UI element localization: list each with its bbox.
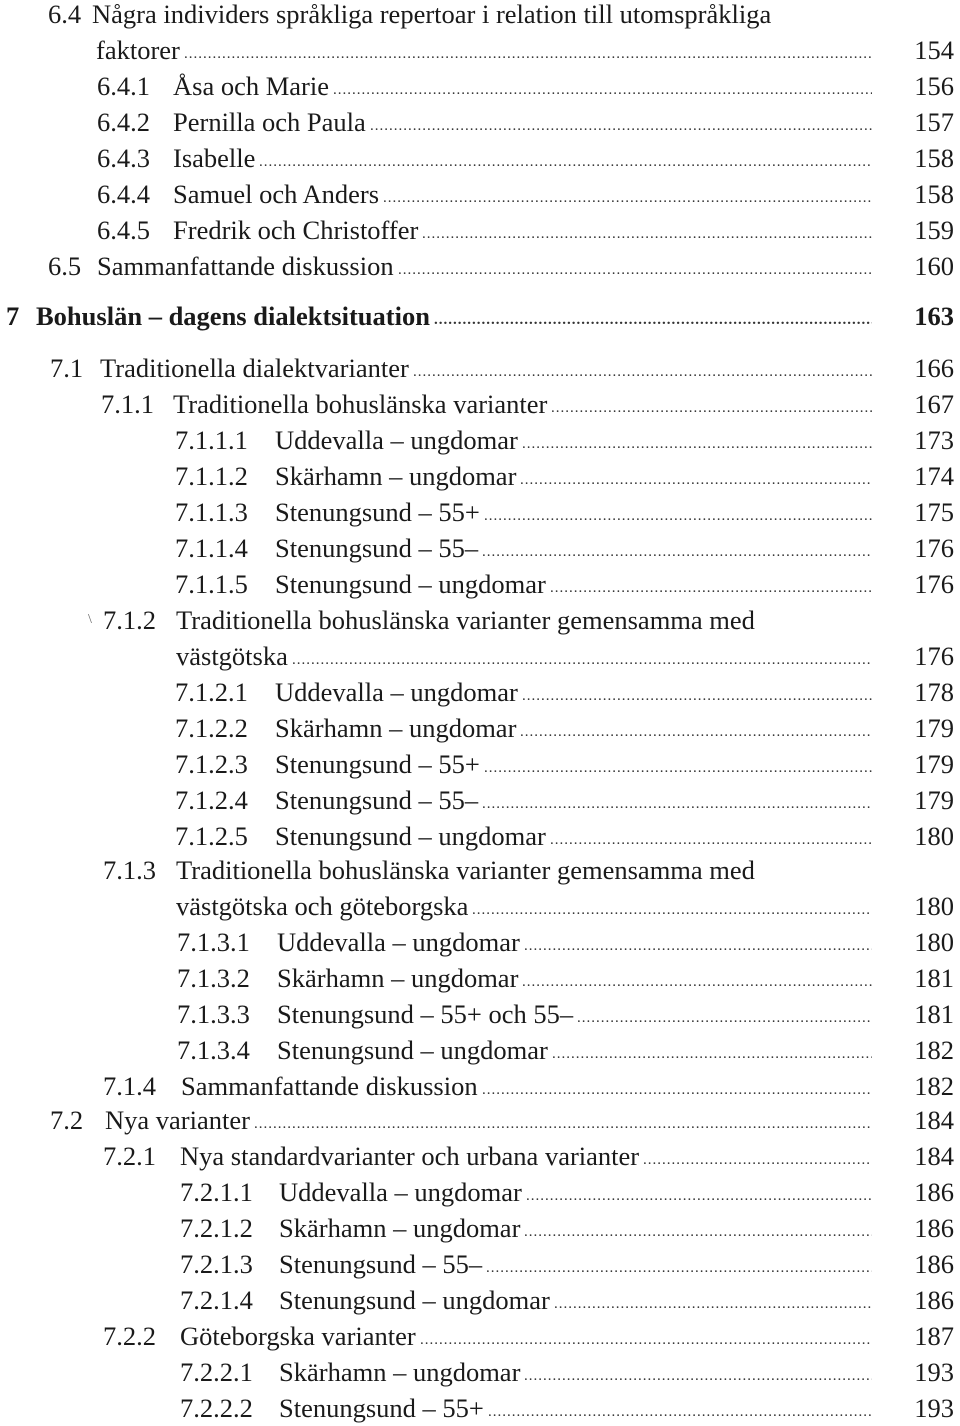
toc-entry-title: Traditionella bohuslänska varianter gemensamma med — [176, 605, 755, 635]
dot-leader — [472, 888, 872, 924]
toc-entry-number: 7.2.2.1 — [180, 1357, 253, 1387]
toc-entry-number: 6.4.1 — [97, 71, 150, 101]
toc-entry-title: Stenungsund – 55– — [275, 533, 479, 563]
toc-entry-title: Samuel och Anders — [173, 179, 380, 209]
toc-entry-number: 7.2.1.3 — [180, 1249, 253, 1279]
dot-leader — [420, 1318, 872, 1354]
dot-leader — [482, 782, 872, 818]
toc-entry — [0, 960, 960, 996]
toc-entry-page: 173 — [914, 425, 954, 455]
toc-entry — [0, 494, 960, 530]
toc-entry — [0, 1210, 960, 1246]
dot-leader — [486, 1246, 872, 1282]
toc-entry-number: 7.1.1.5 — [175, 569, 248, 599]
toc-entry-title: faktorer — [96, 35, 180, 65]
toc-entry-page: 160 — [914, 251, 954, 281]
toc-entry — [0, 638, 960, 674]
toc-entry-page: 193 — [914, 1393, 954, 1423]
toc-entry — [0, 32, 960, 68]
dot-leader — [434, 298, 872, 334]
toc-entry-number: 7.2.1.1 — [180, 1177, 253, 1207]
toc-entry-title: Stenungsund – ungdomar — [275, 821, 546, 851]
dot-leader — [554, 1282, 872, 1318]
dot-leader — [488, 1390, 872, 1426]
dot-leader — [383, 176, 872, 212]
dot-leader — [370, 104, 872, 140]
toc-entry-number: 6.4.2 — [97, 107, 150, 137]
toc-entry — [0, 566, 960, 602]
dot-leader — [550, 818, 872, 854]
toc-entry-title: Stenungsund – 55– — [275, 785, 479, 815]
dot-leader — [520, 458, 872, 494]
toc-entry — [0, 176, 960, 212]
toc-entry — [0, 104, 960, 140]
toc-entry — [0, 888, 960, 924]
toc-entry — [0, 818, 960, 854]
toc-entry-number: 7.1.3.1 — [177, 927, 250, 957]
toc-entry-number: 6.4.3 — [97, 143, 150, 173]
toc-entry-title: Skärhamn – ungdomar — [275, 461, 517, 491]
toc-entry-number: 7.1.3 — [103, 855, 156, 885]
toc-entry-number: 7.1.4 — [103, 1071, 156, 1101]
toc-entry-number: 7.2.2.2 — [180, 1393, 253, 1423]
toc-entry-number: 7.1.2.2 — [175, 713, 248, 743]
toc-entry — [0, 1390, 960, 1426]
toc-entry-page: 186 — [914, 1213, 954, 1243]
toc-entry — [0, 674, 960, 710]
toc-entry-number: 7.1 — [50, 353, 84, 383]
toc-entry-title: västgötska och göteborgska — [176, 891, 469, 921]
toc-entry-title: Skärhamn – ungdomar — [279, 1213, 521, 1243]
toc-entry-page: 157 — [914, 107, 954, 137]
toc-entry-page: 166 — [914, 353, 954, 383]
toc-entry-page: 186 — [914, 1177, 954, 1207]
dot-leader — [577, 996, 872, 1032]
toc-entry-number: 6.4.5 — [97, 215, 150, 245]
toc-entry-number: 7.1.1.4 — [175, 533, 248, 563]
toc-entry-title: Fredrik och Christoffer — [173, 215, 419, 245]
toc-entry — [0, 1246, 960, 1282]
toc-entry — [0, 530, 960, 566]
toc-entry — [0, 140, 960, 176]
toc-entry — [0, 924, 960, 960]
toc-entry-title: Stenungsund – 55+ — [275, 749, 480, 779]
toc-entry-page: 176 — [914, 533, 954, 563]
toc-entry-title: Stenungsund – ungdomar — [275, 569, 546, 599]
dot-leader — [482, 530, 872, 566]
toc-entry-page: 179 — [914, 749, 954, 779]
toc-entry-number: 7.2 — [50, 1105, 84, 1135]
toc-entry-page: 193 — [914, 1357, 954, 1387]
toc-entry-title: Stenungsund – 55+ — [279, 1393, 484, 1423]
toc-entry-page: 167 — [914, 389, 954, 419]
toc-entry-page: 174 — [914, 461, 954, 491]
toc-entry — [0, 422, 960, 458]
toc-entry-title: Stenungsund – ungdomar — [279, 1285, 550, 1315]
dot-leader — [422, 212, 872, 248]
toc-entry-page: 180 — [914, 927, 954, 957]
toc-entry-page: 179 — [914, 785, 954, 815]
dot-leader — [526, 1174, 872, 1210]
toc-entry-page: 159 — [914, 215, 954, 245]
dot-leader — [550, 566, 872, 602]
toc-entry — [0, 602, 960, 638]
toc-entry-title: Nya varianter — [105, 1105, 250, 1135]
toc-entry — [0, 212, 960, 248]
toc-entry-title: Uddevalla – ungdomar — [277, 927, 520, 957]
toc-entry-number: 7.2.1.2 — [180, 1213, 253, 1243]
toc-entry — [0, 1068, 960, 1104]
toc-entry-number: 6.5 — [48, 251, 82, 281]
toc-entry-title: Göteborgska varianter — [180, 1321, 416, 1351]
toc-entry — [0, 386, 960, 422]
toc-entry-page: 181 — [914, 999, 954, 1029]
toc-entry-title: Traditionella bohuslänska varianter gemensamma med — [176, 855, 755, 885]
toc-entry-title: västgötska — [176, 641, 288, 671]
toc-entry-number: 7.1.2.4 — [175, 785, 248, 815]
toc-entry-title: Skärhamn – ungdomar — [277, 963, 519, 993]
toc-entry-page: 158 — [914, 143, 954, 173]
toc-entry — [0, 1174, 960, 1210]
toc-entry-title: Sammanfattande diskussion — [97, 251, 394, 281]
toc-entry-page: 163 — [914, 301, 954, 331]
toc-entry-title: Uddevalla – ungdomar — [279, 1177, 522, 1207]
toc-entry-title: Stenungsund – 55+ — [275, 497, 480, 527]
toc-entry-number: 7.1.2.3 — [175, 749, 248, 779]
toc-entry-title: Nya standardvarianter och urbana varianter — [180, 1141, 640, 1171]
toc-entry — [0, 1138, 960, 1174]
toc-entry-number: 7.1.2.5 — [175, 821, 248, 851]
toc-entry-title: Traditionella dialektvarianter — [100, 353, 409, 383]
toc-entry-number: 7 — [6, 301, 20, 331]
dot-leader — [522, 674, 872, 710]
toc-entry-page: 180 — [914, 891, 954, 921]
toc-entry — [0, 996, 960, 1032]
dot-leader — [292, 638, 872, 674]
toc-entry-title: Isabelle — [173, 143, 256, 173]
dot-leader — [524, 1354, 872, 1390]
toc-entry-page: 156 — [914, 71, 954, 101]
toc-entry-number: 7.2.1.4 — [180, 1285, 253, 1315]
toc-entry — [0, 68, 960, 104]
dot-leader — [484, 494, 872, 530]
toc-entry-title: Stenungsund – 55– — [279, 1249, 483, 1279]
dot-leader — [551, 386, 872, 422]
toc-entry-number: 7.1.3.3 — [177, 999, 250, 1029]
toc-entry-title: Traditionella bohuslänska varianter — [173, 389, 548, 419]
dot-leader — [522, 422, 872, 458]
toc-entry-title: Uddevalla – ungdomar — [275, 425, 518, 455]
toc-entry-page: 186 — [914, 1249, 954, 1279]
toc-entry-page: 154 — [914, 35, 954, 65]
toc-entry — [0, 1354, 960, 1390]
toc-entry-page: 179 — [914, 713, 954, 743]
toc-entry-number: 7.2.2 — [103, 1321, 156, 1351]
toc-entry-page: 178 — [914, 677, 954, 707]
scan-mark: \ — [88, 612, 92, 627]
toc-entry-number: 7.1.1 — [101, 389, 154, 419]
toc-entry-title: Uddevalla – ungdomar — [275, 677, 518, 707]
dot-leader — [520, 710, 872, 746]
toc-entry — [0, 350, 960, 386]
toc-entry-page: 184 — [914, 1105, 954, 1135]
toc-entry-title: Stenungsund – 55+ och 55– — [277, 999, 574, 1029]
toc-entry — [0, 1318, 960, 1354]
toc-entry-title: Sammanfattande diskussion — [181, 1071, 478, 1101]
toc-entry — [0, 298, 960, 334]
toc-entry-title: Åsa och Marie — [173, 71, 329, 101]
dot-leader — [482, 1068, 872, 1104]
toc-entry-title: Skärhamn – ungdomar — [275, 713, 517, 743]
toc-entry-title: Pernilla och Paula — [173, 107, 366, 137]
toc-entry-title: Skärhamn – ungdomar — [279, 1357, 521, 1387]
dot-leader — [398, 248, 872, 284]
toc-entry-page: 176 — [914, 641, 954, 671]
toc-entry-page: 186 — [914, 1285, 954, 1315]
dot-leader — [184, 32, 872, 68]
toc-entry-number: 6.4.4 — [97, 179, 150, 209]
toc-entry-page: 180 — [914, 821, 954, 851]
dot-leader — [484, 746, 872, 782]
toc-entry-number: 7.1.2 — [103, 605, 156, 635]
toc-entry-number: 7.1.1.1 — [175, 425, 248, 455]
toc-entry-title: Stenungsund – ungdomar — [277, 1035, 548, 1065]
toc-entry — [0, 1102, 960, 1138]
toc-entry-number: 6.4 — [48, 0, 82, 29]
toc-entry-page: 175 — [914, 497, 954, 527]
toc-entry-number: 7.1.3.4 — [177, 1035, 250, 1065]
toc-entry — [0, 710, 960, 746]
dot-leader — [524, 1210, 872, 1246]
toc-entry-page: 158 — [914, 179, 954, 209]
dot-leader — [254, 1102, 872, 1138]
dot-leader — [552, 1032, 872, 1068]
toc-entry-number: 7.1.2.1 — [175, 677, 248, 707]
dot-leader — [522, 960, 872, 996]
toc-entry-number: 7.1.1.3 — [175, 497, 248, 527]
toc-entry-title: Några individers språkliga repertoar i relation till utomspråkliga — [92, 0, 772, 29]
toc-entry-number: 7.1.1.2 — [175, 461, 248, 491]
toc-entry — [0, 746, 960, 782]
dot-leader — [524, 924, 872, 960]
dot-leader — [333, 68, 872, 104]
toc-entry-page: 176 — [914, 569, 954, 599]
dot-leader — [413, 350, 872, 386]
toc-entry — [0, 248, 960, 284]
toc-entry-title: Bohuslän – dagens dialektsituation — [36, 301, 430, 331]
toc-entry-page: 182 — [914, 1071, 954, 1101]
toc-entry — [0, 782, 960, 818]
toc-entry — [0, 0, 960, 32]
toc-entry — [0, 1282, 960, 1318]
toc-entry-number: 7.1.3.2 — [177, 963, 250, 993]
dot-leader — [643, 1138, 872, 1174]
toc-entry-number: 7.2.1 — [103, 1141, 156, 1171]
toc-entry-page: 181 — [914, 963, 954, 993]
toc-entry-page: 184 — [914, 1141, 954, 1171]
toc-entry — [0, 852, 960, 888]
toc-entry-page: 187 — [914, 1321, 954, 1351]
toc-entry — [0, 458, 960, 494]
toc-entry-page: 182 — [914, 1035, 954, 1065]
dot-leader — [259, 140, 872, 176]
toc-entry — [0, 1032, 960, 1068]
